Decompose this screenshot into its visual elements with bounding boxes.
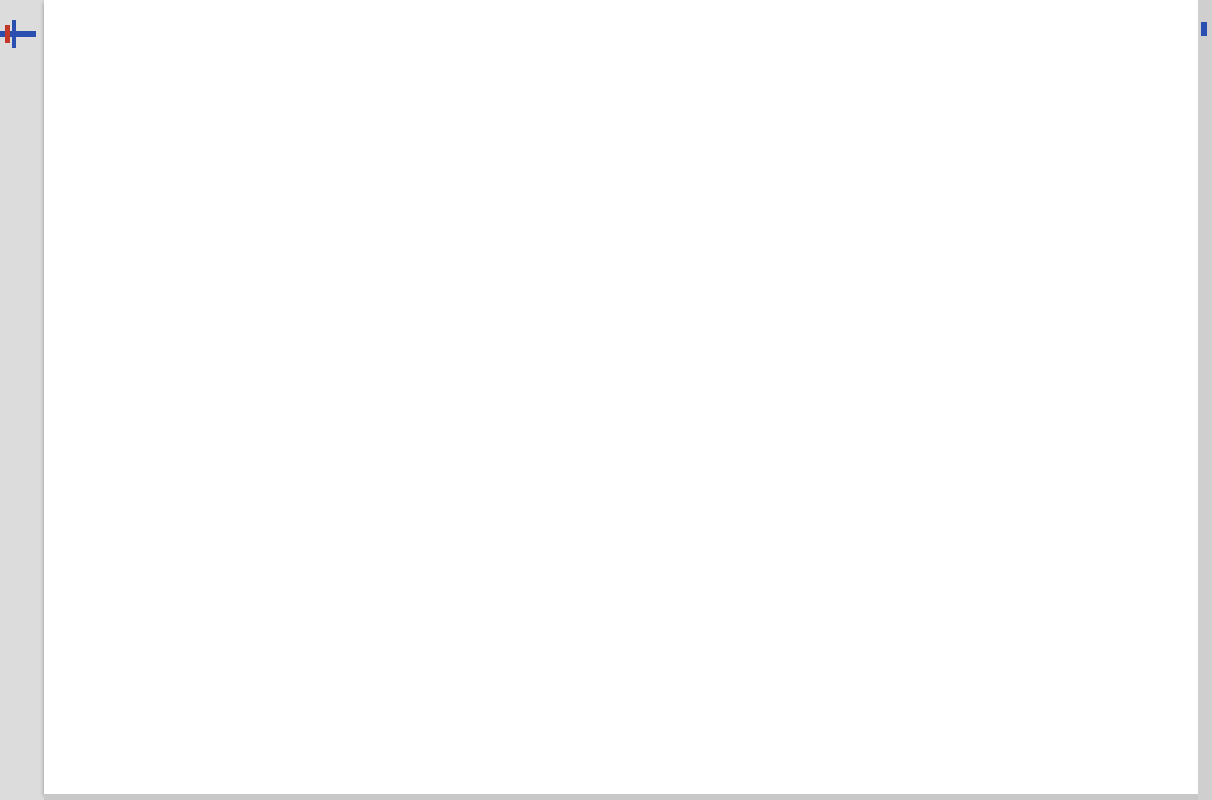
right-scan-margin bbox=[1198, 0, 1212, 800]
left-scan-margin bbox=[0, 0, 44, 800]
registration-mark-blue-vertical bbox=[12, 20, 16, 48]
registration-mark-right bbox=[1201, 22, 1207, 36]
registration-mark-red bbox=[5, 25, 10, 43]
bottom-scan-shadow bbox=[44, 794, 1198, 800]
scanned-page bbox=[44, 0, 1198, 794]
